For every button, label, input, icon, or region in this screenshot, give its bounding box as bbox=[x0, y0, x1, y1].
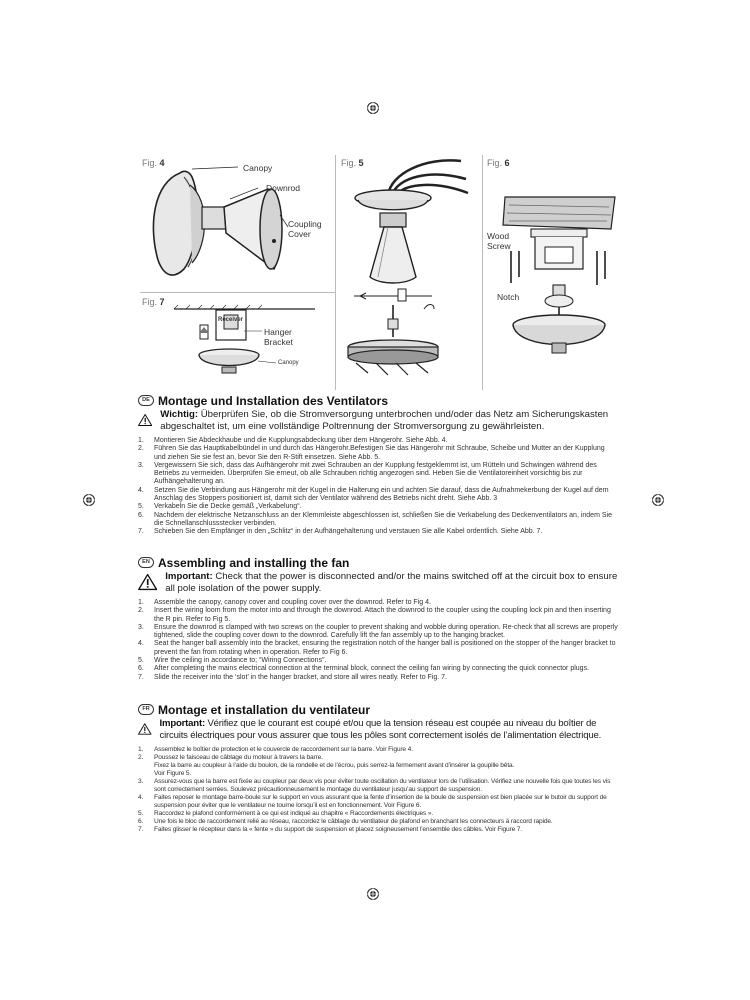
step-text: Wire the ceiling in accordance to; “Wiring Connections”. bbox=[154, 657, 327, 665]
step-text: Assurez-vous que la barre est fixée au coupleur par deux vis pour éviter toute oscillation du ventilateur lors de l’utilisation. Vérifiez une nouvelle fois que toutes les vis sont correctement serrées. Soulevez précautionneusement le montage du ventilateur jusqu’au support de suspension. bbox=[154, 778, 611, 793]
section-en-header bbox=[138, 555, 618, 570]
step-number: 4. bbox=[138, 794, 144, 801]
step-item bbox=[138, 599, 618, 607]
section-en-title: Assembling and installing the fan bbox=[158, 555, 350, 570]
step-number bbox=[138, 770, 154, 778]
callout-screw: Screw bbox=[487, 241, 511, 251]
step-text: Assemble the canopy, canopy cover and coupling cover over the downrod. Refer to Fig 4. bbox=[154, 599, 431, 606]
step-item bbox=[138, 607, 618, 624]
language-badge-de: DE bbox=[138, 395, 154, 406]
callout-canopy: Canopy bbox=[243, 163, 273, 173]
step-text: Raccordez le plafond conformément à ce qui est indiqué au chapitre « Raccordements électriques ». bbox=[154, 810, 434, 817]
language-badge-fr: FR bbox=[138, 704, 154, 715]
registration-mark-top bbox=[366, 101, 380, 115]
step-number: 4. bbox=[138, 486, 144, 494]
step-number: 5. bbox=[138, 810, 144, 817]
step-text: Faites glisser le récepteur dans la « fente » du support de suspension et placez soigneusement l’ensemble des câbles. Voir Figure 7. bbox=[154, 826, 522, 833]
warning-fr bbox=[138, 718, 618, 741]
step-item bbox=[138, 528, 618, 536]
step-number: 1. bbox=[138, 599, 144, 606]
figure-4-label: Fig. 4 bbox=[142, 158, 165, 168]
warning-icon bbox=[138, 571, 157, 593]
step-text: After completing the mains electrical connection at the terminal block, connect the ceiling fan wiring by connecting the quick connector plugs. bbox=[154, 665, 590, 673]
step-number: 6. bbox=[138, 665, 144, 673]
language-badge-en: EN bbox=[138, 557, 154, 568]
step-text: Fixez la barre au coupleur à l’aide du boulon, de la rondelle et de l’écrou, puis serrez-la fermement avant d’insérer la goupille bêta. bbox=[154, 762, 515, 769]
step-item bbox=[138, 810, 618, 818]
figure-7 bbox=[140, 293, 335, 390]
step-number: 4. bbox=[138, 640, 144, 648]
step-text: Assemblez le boîtier de protection et le couvercle de raccordement sur la barre. Voir Figure 4. bbox=[154, 746, 413, 753]
step-item bbox=[138, 462, 618, 487]
callout-downrod: Downrod bbox=[266, 183, 301, 193]
step-text: Nachdem der elektrische Netzanschluss an der Klemmleiste abgeschlossen ist, schließen Sie die Verkabelung des Deckenventilators an, indem Sie die Schnellanschlussstecker verbinden. bbox=[154, 511, 612, 527]
step-text: Führen Sie das Hauptkabelbündel in und durch das Hängerohr.Befestigen Sie das Hängerohr mit Schraube, Scheibe und Mutter an der Kupplung und ziehen Sie sie fest an, bevor Sie den R-Stift einsetzen. Siehe Abb. 5. bbox=[154, 445, 605, 461]
step-number: 2. bbox=[138, 754, 144, 761]
figure-4 bbox=[140, 155, 335, 292]
step-text: Insert the wiring loom from the motor into and through the downrod. Attach the downrod to the coupler using the coupling lock pin and then inserting the R pin. Refer to Fig 5. bbox=[154, 607, 611, 623]
step-item bbox=[138, 657, 618, 665]
step-text: Une fois le bloc de raccordement relié au réseau, raccordez le câblage du ventilateur de plafond en branchant les connecteurs à raccord rapide. bbox=[154, 818, 553, 825]
step-number: 3. bbox=[138, 623, 144, 631]
warning-de-text bbox=[160, 409, 618, 432]
step-item bbox=[138, 437, 618, 445]
registration-mark-left bbox=[82, 493, 96, 507]
step-item bbox=[138, 778, 618, 794]
step-item bbox=[138, 794, 618, 810]
step-number bbox=[138, 762, 154, 770]
callout-bracket: Bracket bbox=[264, 337, 293, 347]
step-number: 1. bbox=[138, 437, 144, 444]
section-de-header bbox=[138, 393, 618, 408]
step-item bbox=[138, 818, 618, 826]
step-text: Faites reposer le montage barre-boule sur le support en vous assurant que la fente d’insertion de la boule de suspension est bien placée sur le butoir du support de suspension pour éviter que le ventilateur ne tourne lorsqu’il est en fonctionnement. Voir Figure 6. bbox=[154, 794, 607, 809]
warning-fr-label: Important: bbox=[159, 718, 205, 729]
step-item bbox=[138, 826, 618, 834]
registration-mark-bottom bbox=[366, 887, 380, 901]
step-number: 2. bbox=[138, 445, 144, 453]
warning-icon bbox=[138, 409, 152, 431]
section-en bbox=[138, 555, 618, 682]
step-number: 7. bbox=[138, 826, 144, 833]
warning-en-text bbox=[165, 571, 618, 594]
step-item bbox=[138, 487, 618, 504]
step-item bbox=[138, 624, 618, 641]
step-text: Verkabeln Sie die Decke gemäß „Verkabelung“. bbox=[154, 503, 302, 511]
callout-notch: Notch bbox=[497, 292, 520, 302]
step-item bbox=[138, 445, 618, 462]
step-item bbox=[138, 746, 618, 754]
step-text: Setzen Sie die Verbindung aus Hängerohr mit der Kugel in die Halterung ein und achten Sie darauf, dass die Aufnahmekerbung der Kugel auf dem Anschlag des Stoppers positioniert ist, damit sich der Ventilator während des Betriebs nicht dreht. Siehe Abb. 3 bbox=[154, 486, 609, 503]
figure-6-drawing bbox=[483, 155, 628, 390]
step-text: Ensure the downrod is clamped with two screws on the coupler to prevent shaking and wobble during operation. Re-check that all screws are properly tightened, slide the coupling cover down to the downrod. Carefully lift the fan assembly up to the hanging bracket. bbox=[154, 623, 618, 640]
step-text: Montieren Sie Abdeckhaube und die Kupplungsabdeckung über dem Hängerohr. Siehe Abb. 4. bbox=[154, 437, 448, 444]
figure-7-drawing bbox=[140, 293, 335, 390]
step-text: Poussez le faisceau de câblage du moteur à travers la barre. bbox=[154, 754, 323, 761]
step-text: Slide the receiver into the ‘slot’ in the hanger bracket, and store all wires neatly. Refer to Fig. 7. bbox=[154, 673, 447, 681]
step-text: Vergewissern Sie sich, dass das Aufhängerohr mit zwei Schrauben an der Kupplung festgeklemmt ist, um Rütteln und Schwingen während des Betriebs zu vermeiden. Überprüfen Sie erneut, ob alle Schrauben richtig angezogen sind. Heben Sie die Ventilatoreinheit vorsichtig bis zur Aufhängehalterung an. bbox=[154, 461, 597, 486]
callout-receiver: Receiver bbox=[218, 317, 244, 323]
step-item bbox=[138, 770, 618, 778]
callout-wood: Wood bbox=[487, 231, 510, 241]
figure-6 bbox=[483, 155, 628, 390]
step-number: 6. bbox=[138, 511, 144, 519]
section-fr-title: Montage et installation du ventilateur bbox=[158, 702, 371, 717]
step-number: 3. bbox=[138, 461, 144, 469]
step-item bbox=[138, 640, 618, 657]
warning-de-label: Wichtig: bbox=[160, 409, 199, 420]
figure-5-drawing bbox=[336, 155, 482, 390]
step-item bbox=[138, 665, 618, 673]
step-text: Schieben Sie den Empfänger in den „Schlitz“ in der Aufhängehalterung und verstauen Sie alle Kabel ordentlich. Siehe Abb. 7. bbox=[154, 528, 543, 536]
warning-icon bbox=[138, 718, 152, 740]
step-number: 6. bbox=[138, 818, 144, 825]
warning-fr-body: Vérifiez que le courant est coupé et/ou que la tension réseau est coupée au niveau du boîtier de circuits électriques pour vous assurer que tous les pôles sont correctement isolés de l’alimentation électrique. bbox=[159, 718, 602, 741]
callout-cover: Cover bbox=[288, 229, 311, 239]
section-fr-header bbox=[138, 702, 618, 717]
step-number: 3. bbox=[138, 778, 144, 785]
warning-en bbox=[138, 571, 618, 594]
warning-fr-text bbox=[160, 718, 618, 741]
step-number: 5. bbox=[138, 503, 144, 511]
step-item bbox=[138, 512, 618, 529]
step-number: 7. bbox=[138, 528, 144, 536]
figure-7-label: Fig. 7 bbox=[142, 297, 165, 307]
step-text: Seat the hanger ball assembly into the bracket, ensuring the registration notch of the hanger ball is positioned on the stopper of the hanger bracket to prevent the fan from rotating when in operation. Refer to Fig 6. bbox=[154, 640, 616, 656]
step-item bbox=[138, 503, 618, 511]
step-item bbox=[138, 762, 618, 770]
step-number: 2. bbox=[138, 607, 144, 615]
figure-5 bbox=[336, 155, 482, 390]
registration-mark-right bbox=[651, 493, 665, 507]
section-fr bbox=[138, 702, 618, 834]
step-number: 1. bbox=[138, 746, 144, 753]
warning-de bbox=[138, 409, 618, 432]
callout-coupling: Coupling bbox=[288, 219, 322, 229]
callout-canopy-fig7: Canopy bbox=[278, 360, 299, 366]
step-item bbox=[138, 674, 618, 682]
step-item bbox=[138, 754, 618, 762]
steps-en bbox=[138, 599, 618, 682]
figure-6-label: Fig. 6 bbox=[487, 158, 510, 168]
section-de bbox=[138, 393, 618, 537]
warning-de-body: Überprüfen Sie, ob die Stromversorgung unterbrochen und/oder das Netz am Sicherungskasten abgeschaltet ist, um eine vollständige Poltrennung der Stromversorgung zu gewährleisten. bbox=[160, 409, 609, 432]
warning-en-body: Check that the power is disconnected and/or the mains switched off at the circuit box to ensure all pole isolation of the power supply. bbox=[165, 571, 618, 594]
step-number: 7. bbox=[138, 673, 144, 681]
section-de-title: Montage und Installation des Ventilators bbox=[158, 393, 389, 408]
figure-5-label: Fig. 5 bbox=[341, 158, 364, 168]
callout-hanger: Hanger bbox=[264, 327, 292, 337]
warning-en-label: Important: bbox=[165, 571, 213, 582]
step-text: Voir Figure 5. bbox=[154, 770, 192, 777]
steps-de bbox=[138, 437, 618, 537]
step-number: 5. bbox=[138, 657, 144, 665]
steps-fr bbox=[138, 746, 618, 834]
